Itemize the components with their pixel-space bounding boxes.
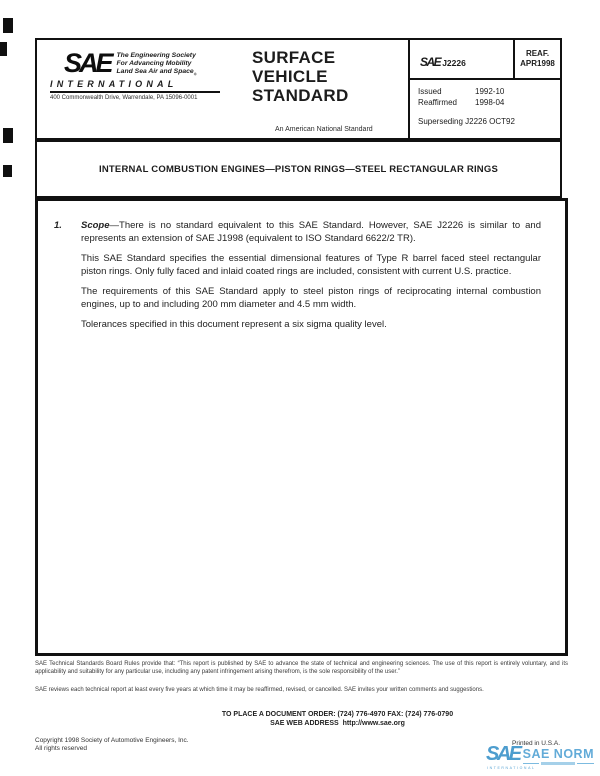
scope-paragraph (54, 219, 541, 245)
doc-code-block (408, 40, 560, 138)
review-policy-disclaimer: SAE reviews each technical report at least every five years at which time it may be reaffirmed, revised, or cancelled. SAE invites your written comments and suggestions. (35, 687, 484, 693)
document-body (35, 198, 568, 656)
revision-history (410, 80, 560, 128)
watermark-international-label: INTERNATIONAL (487, 765, 536, 770)
american-national-standard-note: An American National Standard (275, 126, 373, 133)
doc-number: J2226 (442, 58, 466, 68)
tsb-rules-disclaimer: SAE Technical Standards Board Rules provide that: “This report is published by SAE to advance the state of technical and engineering sciences. The use of this report is entirely voluntary, and its applicability and suitability for any particular use, including any patent infringement arising therefrom, is the sole responsibility of the user.” (35, 661, 568, 675)
scan-artifact (3, 165, 12, 177)
order-info (75, 710, 600, 728)
sae-address: 400 Commonwealth Drive, Warrendale, PA 15096-0001 (50, 95, 198, 102)
sae-norm-wordmark: SAE NORM (522, 747, 594, 761)
document-header (35, 38, 562, 140)
web-address-line (75, 719, 600, 728)
issued-date: 1992-10 (475, 87, 505, 96)
body-paragraph: This SAE Standard specifies the essential dimensional features of Type R barrel faced steel rectangular piston rings. Only fully faced and inlaid coated rings are included, consistent with current U.S. practice. (81, 253, 541, 277)
doc-type-block (242, 40, 408, 138)
section-number: 1. (54, 220, 62, 231)
sae-logo-small: SAE (420, 55, 441, 69)
web-address-url: http://www.sae.org (342, 720, 405, 727)
registered-mark: ® (193, 71, 197, 77)
sae-norm-logo-icon: SAE (486, 743, 520, 765)
section-heading: Scope (81, 220, 110, 231)
body-paragraph: Tolerances specified in this document represent a six sigma quality level. (81, 319, 387, 330)
issued-label: Issued (418, 87, 442, 96)
printed-in-usa-note: Printed in U.S.A. (512, 740, 561, 747)
document-title: INTERNAL COMBUSTION ENGINES—PISTON RINGS—STEEL RECTANGULAR RINGS (99, 163, 498, 175)
order-phone-line: TO PLACE A DOCUMENT ORDER: (724) 776-4970 FAX: (724) 776-0790 (221, 711, 454, 718)
sae-tagline: The Engineering Society For Advancing Mobility Land Sea Air and Space$_®$ (116, 52, 197, 77)
sae-norm-watermark (486, 745, 598, 770)
reaffirmed-date: 1998-04 (475, 97, 505, 107)
copyright-notice: Copyright 1998 Society of Automotive Engineers, Inc. All rights reserved (35, 737, 189, 752)
scan-artifact (3, 18, 13, 33)
section-text: —There is no standard equivalent to this SAE Standard. However, SAE J2226 is similar to and represents an extension of SAE J1998 (equivalent to ISO Standard 6622/2 TR). (81, 220, 541, 244)
reaffirmed-label: Reaffirmed (418, 97, 457, 107)
title-bar (35, 140, 562, 198)
sae-logo-block (37, 40, 242, 138)
body-paragraph: The requirements of this SAE Standard apply to steel piston rings of reciprocating internal combustion engines, up to and including 200 mm diameter and 4.5 mm width. (81, 286, 541, 310)
sae-international-label: INTERNATIONAL (50, 79, 220, 93)
scan-artifact (3, 128, 13, 143)
doc-type-title: SURFACE VEHICLE STANDARD (252, 48, 349, 105)
superseding-note: Superseding J2226 OCT92 (418, 117, 515, 126)
sae-logo: SAE (64, 48, 111, 78)
reaf-date-cell: REAF. APR1998 (513, 40, 560, 78)
scan-artifact (0, 42, 7, 56)
watermark-tagline (523, 762, 594, 765)
web-address-label: SAE WEB ADDRESS (270, 720, 339, 727)
doc-number-cell (410, 40, 513, 78)
